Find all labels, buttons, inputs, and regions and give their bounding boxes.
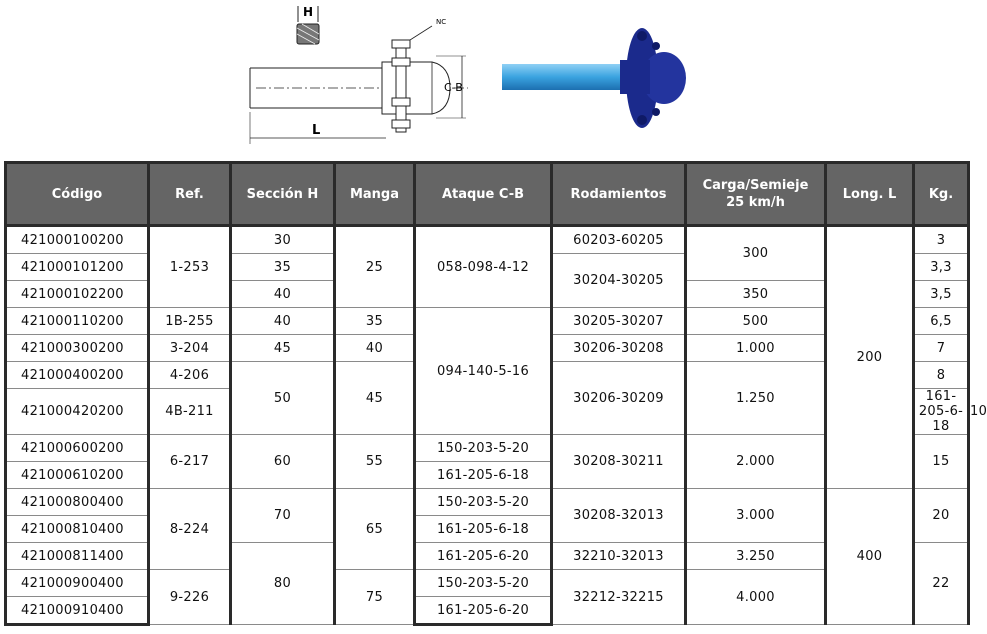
cell-ref: 3-204: [149, 335, 231, 362]
axle-product-photo: [500, 28, 700, 143]
header-long: Long. L: [826, 163, 914, 226]
cell-manga: 65: [335, 489, 415, 570]
cell-codigo: 421000610200: [6, 462, 149, 489]
cell-carga: 300: [686, 226, 826, 281]
cell-seccion: 50: [231, 362, 335, 435]
cell-rodamientos: 60203-60205: [552, 226, 686, 254]
cell-codigo: 421000900400: [6, 570, 149, 597]
cell-rodamientos: 30205-30207: [552, 308, 686, 335]
cell-manga: 55: [335, 435, 415, 489]
cell-carga: 3.250: [686, 543, 826, 570]
cell-rodamientos: 30206-30209: [552, 362, 686, 435]
header-ataque: Ataque C-B: [415, 163, 552, 226]
cell-ataque: 150-203-5-20: [415, 570, 552, 597]
cell-manga: 35: [335, 308, 415, 335]
axle-technical-drawing: [236, 0, 496, 150]
cell-ref: 9-226: [149, 570, 231, 625]
table-row: [6, 435, 969, 462]
table-row: [6, 308, 969, 335]
cell-seccion: 60: [231, 435, 335, 489]
cell-codigo: 421000910400: [6, 597, 149, 625]
cell-ref: 1B-255: [149, 308, 231, 335]
header-kg: Kg.: [914, 163, 969, 226]
header-seccion: Sección H: [231, 163, 335, 226]
table-row: 421000420200 4B-211 161-205-6-18 10: [6, 389, 969, 435]
cell-ataque: 161-205-6-18: [415, 516, 552, 543]
cell-ref: 4-206: [149, 362, 231, 389]
cell-ref: 1-253: [149, 226, 231, 308]
header-carga-line1: Carga/Semieje: [702, 178, 809, 193]
cell-ref: 4B-211: [149, 389, 231, 435]
cell-ataque: 058-098-4-12: [415, 226, 552, 308]
cell-ataque: 150-203-5-20: [415, 489, 552, 516]
header-ref: Ref.: [149, 163, 231, 226]
cell-carga: 3.000: [686, 489, 826, 543]
header-carga-line2: 25 km/h: [726, 195, 785, 210]
cell-seccion: 80: [231, 543, 335, 625]
label-nc: NC: [436, 18, 447, 26]
cell-ataque: 161-205-6-20: [415, 543, 552, 570]
cell-codigo: 421000400200: [6, 362, 149, 389]
cell-codigo: 421000600200: [6, 435, 149, 462]
cell-kg: 22: [914, 543, 969, 625]
cell-rodamientos: 30208-32013: [552, 489, 686, 543]
cell-ataque: 094-140-5-16: [415, 308, 552, 435]
cell-codigo: 421000101200: [6, 254, 149, 281]
cell-long: 400: [826, 489, 914, 625]
cell-seccion: 30: [231, 226, 335, 254]
label-cb: C-B: [444, 81, 463, 94]
cell-ref: 8-224: [149, 489, 231, 570]
cell-kg: 3: [914, 226, 969, 254]
table-row: [6, 570, 969, 597]
cell-manga: 45: [335, 362, 415, 435]
cell-carga: 350: [686, 281, 826, 308]
cell-kg: 6,5: [914, 308, 969, 335]
table-row: [6, 226, 969, 254]
cell-seccion: 70: [231, 489, 335, 543]
cell-ref: 6-217: [149, 435, 231, 489]
cell-manga: 25: [335, 226, 415, 308]
cell-rodamientos: 32210-32013: [552, 543, 686, 570]
cell-rodamientos: 30204-30205: [552, 254, 686, 308]
cell-manga: 75: [335, 570, 415, 625]
cell-ataque: 161-205-6-20: [415, 597, 552, 625]
cell-rodamientos: 32212-32215: [552, 570, 686, 625]
cell-ataque: 150-203-5-20: [415, 435, 552, 462]
cell-seccion: 40: [231, 281, 335, 308]
cell-carga: 1.250: [686, 362, 826, 435]
cell-kg: 7: [914, 335, 969, 362]
header-carga: [686, 163, 826, 226]
cell-codigo: 421000110200: [6, 308, 149, 335]
cell-seccion: 40: [231, 308, 335, 335]
header-rodamientos: Rodamientos: [552, 163, 686, 226]
header-manga: Manga: [335, 163, 415, 226]
cell-ataque: 161-205-6-18: [914, 389, 969, 435]
cell-seccion: 45: [231, 335, 335, 362]
cell-codigo: 421000810400: [6, 516, 149, 543]
cell-carga: 1.000: [686, 335, 826, 362]
cell-carga: 4.000: [686, 570, 826, 625]
table-row: [6, 489, 969, 516]
cell-seccion: 35: [231, 254, 335, 281]
table-header-row: [6, 163, 969, 226]
cell-codigo: 421000102200: [6, 281, 149, 308]
cell-carga: 2.000: [686, 435, 826, 489]
label-l: L: [312, 123, 321, 138]
cell-codigo: 421000811400: [6, 543, 149, 570]
cell-codigo: 421000300200: [6, 335, 149, 362]
section-h-detail: [297, 5, 319, 44]
cell-kg: 8: [914, 362, 969, 389]
cell-kg: 3,3: [914, 254, 969, 281]
cell-kg: 3,5: [914, 281, 969, 308]
cell-codigo: 421000420200: [6, 389, 149, 435]
cell-rodamientos: 30206-30208: [552, 335, 686, 362]
cell-carga: 500: [686, 308, 826, 335]
cell-kg: 15: [914, 435, 969, 489]
cell-codigo: 421000800400: [6, 489, 149, 516]
cell-rodamientos: 30208-30211: [552, 435, 686, 489]
specifications-table: [4, 161, 987, 626]
cell-long: 200: [826, 226, 914, 489]
header-codigo: Código: [6, 163, 149, 226]
axle-tube: [502, 64, 624, 90]
cell-codigo: 421000100200: [6, 226, 149, 254]
label-h: H: [302, 5, 314, 19]
cell-kg: 20: [914, 489, 969, 543]
cell-manga: 40: [335, 335, 415, 362]
cell-ataque: 161-205-6-18: [415, 462, 552, 489]
